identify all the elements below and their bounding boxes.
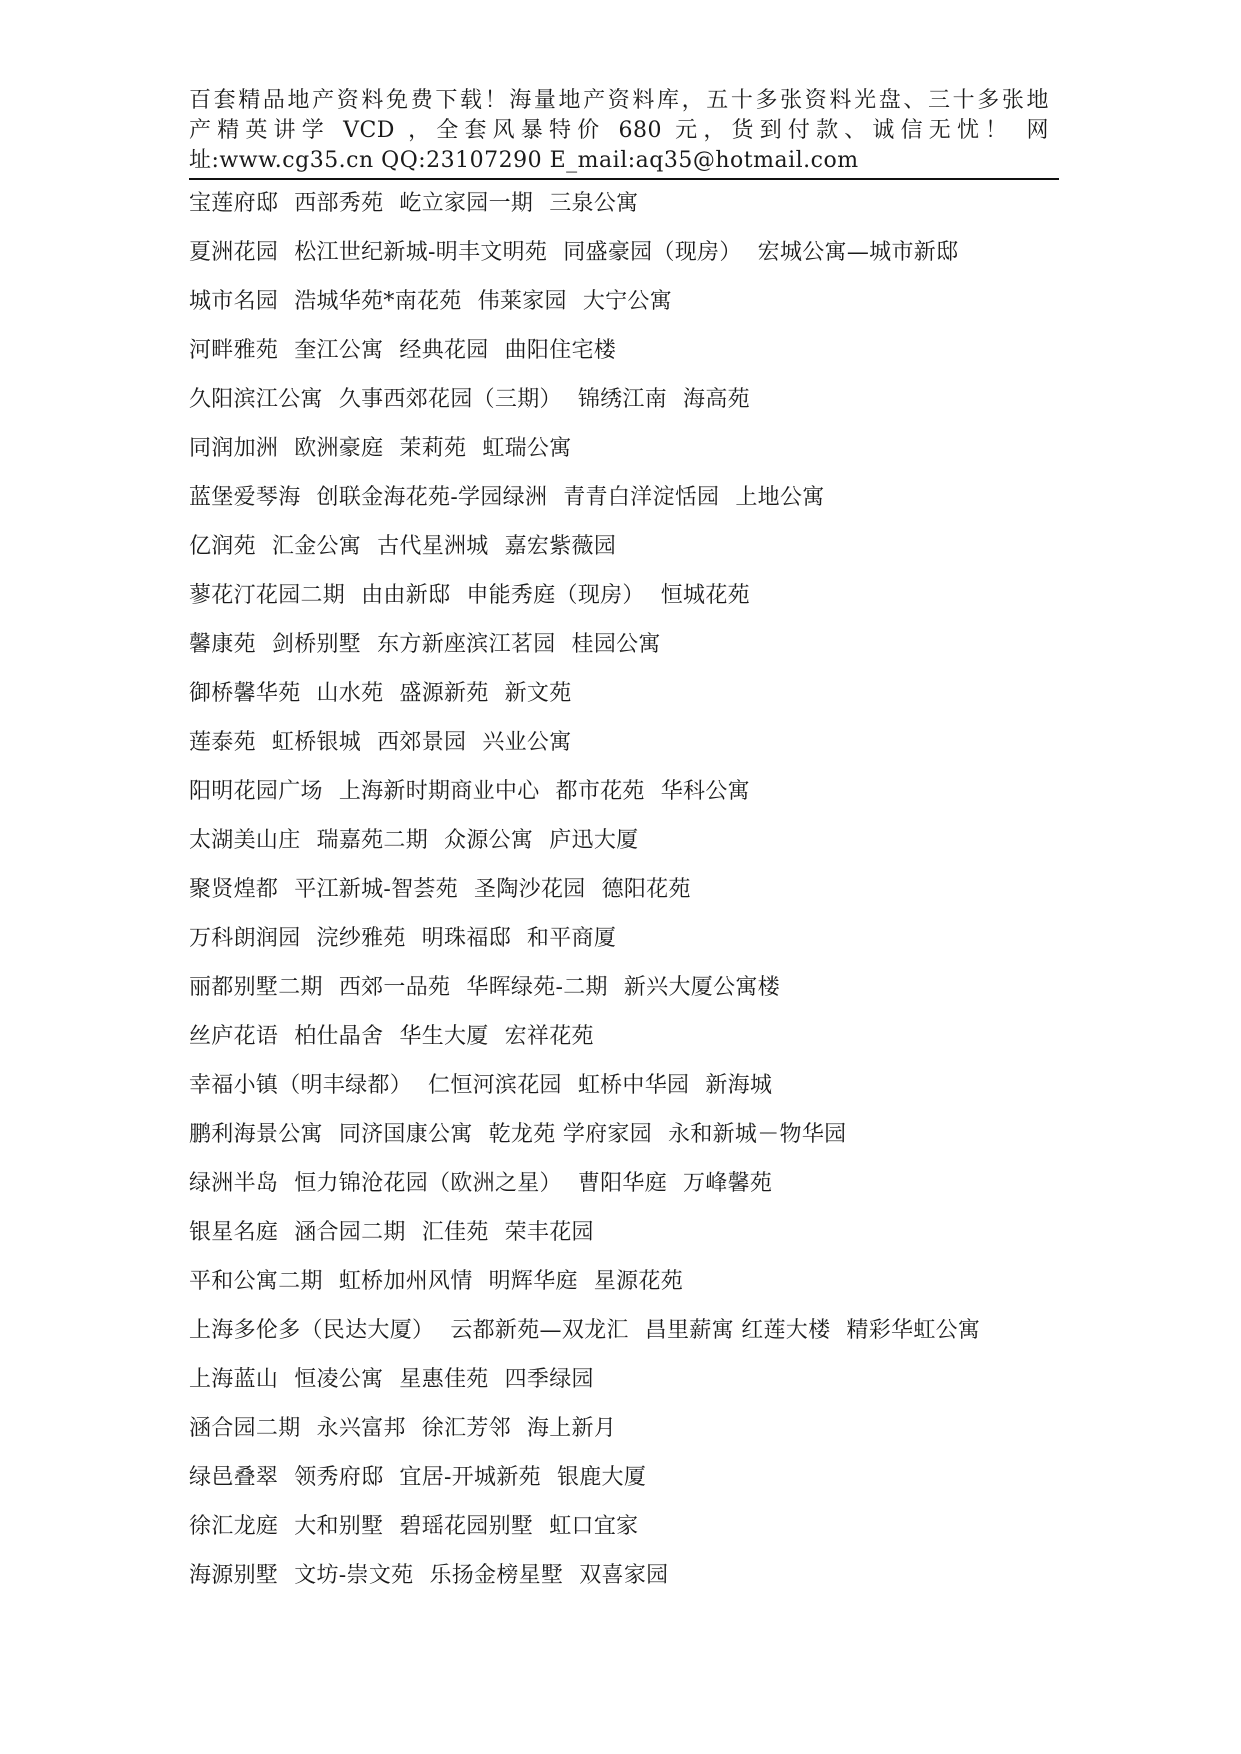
header-line-2: 产精英讲学 VCD ，全套风暴特价 680 元，货到付款、诚信无忧！ 网 xyxy=(189,118,1049,143)
list-item: 文坊-崇文苑 xyxy=(294,1563,414,1588)
list-item: 涵合园二期 xyxy=(189,1416,301,1441)
list-item: 仁恒河滨花园 xyxy=(428,1073,562,1098)
list-item: 汇金公寓 xyxy=(271,534,362,559)
list-row xyxy=(189,429,1059,478)
list-item: 御桥馨华苑 xyxy=(189,681,301,706)
list-item: 经典花园 xyxy=(399,338,489,363)
list-row xyxy=(189,1017,1059,1066)
list-item: 欧洲豪庭 xyxy=(294,436,384,461)
list-item: 大宁公寓 xyxy=(582,289,673,314)
list-row xyxy=(189,968,1059,1017)
list-item: 华生大厦 xyxy=(399,1024,489,1049)
list-item: 馨康苑 xyxy=(189,632,256,657)
list-row xyxy=(189,1409,1059,1458)
list-item: 蓼花汀花园二期 xyxy=(189,583,346,608)
list-item: 绿邑叠翠 xyxy=(189,1465,279,1490)
list-item: 海高苑 xyxy=(683,387,750,412)
list-row xyxy=(189,870,1059,919)
list-item: 银星名庭 xyxy=(189,1220,279,1245)
list-item: 虹口宜家 xyxy=(549,1514,639,1539)
list-row xyxy=(189,282,1059,331)
list-row xyxy=(189,1115,1059,1164)
list-item: 柏仕晶舍 xyxy=(294,1024,384,1049)
list-item: 虹瑞公寓 xyxy=(482,436,572,461)
list-item: 申能秀庭（现房） xyxy=(466,583,645,608)
list-item: 古代星洲城 xyxy=(377,534,489,559)
list-item: 永兴富邦 xyxy=(316,1416,406,1441)
list-item: 星源花苑 xyxy=(593,1269,684,1294)
list-item: 宏城公寓—城市新邸 xyxy=(757,240,959,265)
list-item: 青青白洋淀恬园 xyxy=(563,485,720,510)
list-row xyxy=(189,331,1059,380)
list-item: 庐迅大厦 xyxy=(549,828,639,853)
list-item: 瑞嘉苑二期 xyxy=(316,828,429,853)
list-item: 东方新座滨江茗园 xyxy=(377,632,556,657)
list-item: 四季绿园 xyxy=(504,1367,594,1392)
list-row xyxy=(189,380,1059,429)
list-row xyxy=(189,821,1059,870)
list-item: 领秀府邸 xyxy=(294,1465,384,1490)
list-item: 由由新邸 xyxy=(361,583,451,608)
list-item: 盛源新苑 xyxy=(399,681,489,706)
list-item: 精彩华虹公寓 xyxy=(846,1318,981,1343)
list-item: 平江新城-智荟苑 xyxy=(294,877,459,902)
list-row xyxy=(189,184,1059,233)
list-item: 阳明花园广场 xyxy=(189,779,323,804)
list-row xyxy=(189,1311,1059,1360)
list-item: 众源公寓 xyxy=(444,828,534,853)
list-item: 宝莲府邸 xyxy=(189,191,279,216)
list-item: 德阳花苑 xyxy=(601,877,691,902)
list-item: 同盛豪园（现房） xyxy=(563,240,742,265)
list-item: 海源别墅 xyxy=(189,1563,279,1588)
list-item: 浩城华苑*南花苑 xyxy=(294,289,462,314)
list-item: 西郊景园 xyxy=(377,730,467,755)
list-row xyxy=(189,723,1059,772)
list-item: 上海多伦多（民达大厦） xyxy=(189,1318,435,1343)
list-item: 幸福小镇（明丰绿都） xyxy=(189,1073,413,1098)
list-item: 屹立家园一期 xyxy=(399,191,534,216)
list-item: 明珠福邸 xyxy=(421,926,511,951)
list-item: 西部秀苑 xyxy=(294,191,384,216)
list-row xyxy=(189,1360,1059,1409)
list-item: 西郊一品苑 xyxy=(338,975,451,1000)
header-notice xyxy=(189,86,1059,176)
list-item: 大和别墅 xyxy=(294,1514,384,1539)
list-item: 恒力锦沧花园（欧洲之星） xyxy=(294,1171,562,1196)
list-item: 银鹿大厦 xyxy=(556,1465,647,1490)
list-item: 万科朗润园 xyxy=(189,926,301,951)
list-item: 永和新城－物华园 xyxy=(668,1122,847,1147)
header-line-3: 址:www.cg35.cn QQ:23107290 E_mail:aq35@hotmail.com xyxy=(189,148,859,173)
list-item: 丝庐花语 xyxy=(189,1024,279,1049)
list-row xyxy=(189,1556,1059,1605)
document-page xyxy=(189,86,1059,1605)
list-item: 剑桥别墅 xyxy=(271,632,362,657)
list-item: 奎江公寓 xyxy=(294,338,384,363)
list-item: 乾龙苑 学府家园 xyxy=(488,1122,653,1147)
list-item: 上海蓝山 xyxy=(189,1367,279,1392)
list-item: 碧瑶花园别墅 xyxy=(399,1514,534,1539)
list-item: 新海城 xyxy=(705,1073,773,1098)
list-item: 亿润苑 xyxy=(189,534,256,559)
list-item: 上地公寓 xyxy=(735,485,825,510)
list-item: 绿洲半岛 xyxy=(189,1171,279,1196)
list-item: 莲泰苑 xyxy=(189,730,256,755)
list-item: 久阳滨江公寓 xyxy=(189,387,323,412)
list-item: 浣纱雅苑 xyxy=(316,926,406,951)
list-item: 华科公寓 xyxy=(660,779,750,804)
list-item: 桂园公寓 xyxy=(571,632,661,657)
list-item: 圣陶沙花园 xyxy=(474,877,586,902)
list-item: 同济国康公寓 xyxy=(338,1122,473,1147)
list-item: 夏洲花园 xyxy=(189,240,279,265)
list-row xyxy=(189,1164,1059,1213)
list-item: 乐扬金榜星墅 xyxy=(429,1563,564,1588)
list-row xyxy=(189,478,1059,527)
list-item: 昌里薪寓 红莲大楼 xyxy=(644,1318,831,1343)
list-item: 锦绣江南 xyxy=(577,387,668,412)
list-item: 曹阳华庭 xyxy=(577,1171,668,1196)
list-item: 三泉公寓 xyxy=(549,191,639,216)
list-item: 徐汇芳邻 xyxy=(421,1416,511,1441)
list-item: 丽都别墅二期 xyxy=(189,975,323,1000)
list-item: 新兴大厦公寓楼 xyxy=(623,975,780,1000)
list-item: 同润加洲 xyxy=(189,436,279,461)
list-row xyxy=(189,1507,1059,1556)
list-item: 万峰馨苑 xyxy=(683,1171,773,1196)
list-item: 新文苑 xyxy=(504,681,572,706)
header-divider xyxy=(189,178,1059,180)
list-item: 宜居-开城新苑 xyxy=(399,1465,541,1490)
list-item: 山水苑 xyxy=(316,681,384,706)
list-item: 虹桥银城 xyxy=(271,730,362,755)
list-item: 鹏利海景公寓 xyxy=(189,1122,323,1147)
list-item: 城市名园 xyxy=(189,289,279,314)
list-item: 明辉华庭 xyxy=(488,1269,578,1294)
list-item: 聚贤煌都 xyxy=(189,877,279,902)
list-item: 松江世纪新城-明丰文明苑 xyxy=(294,240,548,265)
list-row xyxy=(189,674,1059,723)
list-item: 兴业公寓 xyxy=(482,730,572,755)
list-row xyxy=(189,233,1059,282)
list-item: 嘉宏紫薇园 xyxy=(504,534,617,559)
list-item: 创联金海花苑-学园绿洲 xyxy=(316,485,548,510)
list-row xyxy=(189,919,1059,968)
list-item: 宏祥花苑 xyxy=(504,1024,594,1049)
list-item: 茉莉苑 xyxy=(399,436,467,461)
list-item: 海上新月 xyxy=(526,1416,617,1441)
list-item: 上海新时期商业中心 xyxy=(338,779,540,804)
list-row xyxy=(189,1262,1059,1311)
list-row xyxy=(189,576,1059,625)
list-row xyxy=(189,1458,1059,1507)
list-row xyxy=(189,625,1059,674)
list-item: 徐汇龙庭 xyxy=(189,1514,279,1539)
list-row xyxy=(189,1213,1059,1262)
list-item: 星惠佳苑 xyxy=(399,1367,489,1392)
list-item: 河畔雅苑 xyxy=(189,338,279,363)
list-item: 太湖美山庄 xyxy=(189,828,301,853)
header-line-1: 百套精品地产资料免费下载！海量地产资料库，五十多张资料光盘、三十多张地 xyxy=(189,88,1049,113)
list-item: 华晖绿苑-二期 xyxy=(466,975,608,1000)
list-item: 虹桥中华园 xyxy=(577,1073,690,1098)
list-item: 荣丰花园 xyxy=(504,1220,594,1245)
list-row xyxy=(189,772,1059,821)
list-row xyxy=(189,1066,1059,1115)
list-item: 曲阳住宅楼 xyxy=(504,338,617,363)
list-item: 和平商厦 xyxy=(526,926,617,951)
list-item: 云都新苑—双龙汇 xyxy=(450,1318,629,1343)
list-item: 汇佳苑 xyxy=(421,1220,489,1245)
list-item: 平和公寓二期 xyxy=(189,1269,323,1294)
list-item: 久事西郊花园（三期） xyxy=(338,387,562,412)
list-item: 涵合园二期 xyxy=(294,1220,406,1245)
list-item: 都市花苑 xyxy=(555,779,645,804)
list-item: 双喜家园 xyxy=(579,1563,669,1588)
property-list xyxy=(189,184,1059,1605)
list-item: 蓝堡爱琴海 xyxy=(189,485,301,510)
list-item: 伟莱家园 xyxy=(477,289,567,314)
list-item: 虹桥加州风情 xyxy=(338,1269,473,1294)
list-row xyxy=(189,527,1059,576)
list-item: 恒凌公寓 xyxy=(294,1367,384,1392)
list-item: 恒城花苑 xyxy=(660,583,750,608)
